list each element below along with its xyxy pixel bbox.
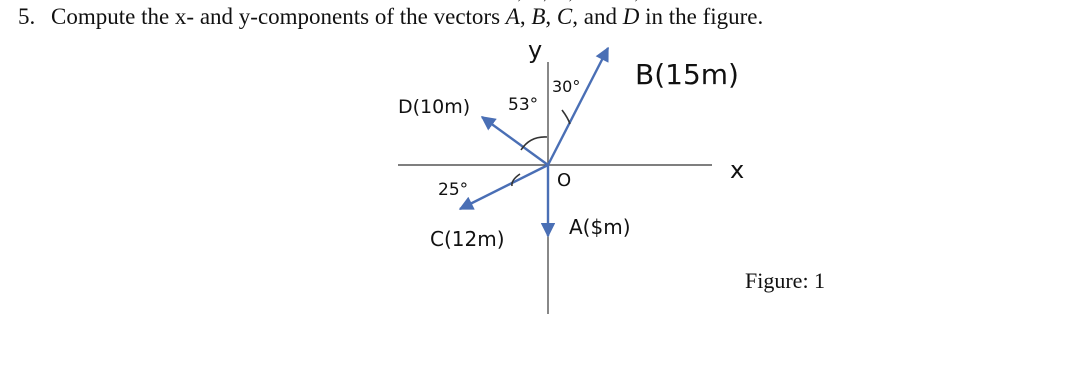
angle-b-label: 30° [552, 77, 581, 96]
vector-b-arrow [548, 48, 608, 165]
figure-caption: Figure: 1 [745, 268, 826, 293]
y-axis-label: y [528, 36, 543, 64]
vector-d-symbol: → D [623, 4, 640, 30]
vector-c-label: C(12m) [430, 227, 505, 251]
vector-b-symbol: → B [531, 4, 545, 30]
vector-a-symbol: → A [506, 4, 520, 30]
question-text: 5. Compute the x- and y-components of the vectors → A, → B, → C, and → D in the figure. [18, 4, 763, 30]
vector-c-arrow [460, 165, 548, 209]
question-tail: in the figure. [645, 4, 764, 29]
origin-label: O [557, 170, 572, 191]
vector-a-label: A($m) [569, 215, 631, 239]
angle-d-label: 53° [508, 95, 539, 115]
question-and: and [583, 4, 617, 29]
vector-d-arrow [482, 117, 548, 165]
angle-c-label: 25° [438, 180, 469, 200]
angle-arc-b [562, 110, 570, 124]
question-number: 5. [18, 4, 36, 29]
question-lead: Compute the x- and y-components of the vectors [51, 4, 501, 29]
vector-b-label: B(15m) [635, 58, 739, 91]
vector-c-symbol: → C [557, 4, 572, 30]
vector-d-label: D(10m) [398, 96, 471, 118]
x-axis-label: x [730, 156, 745, 184]
